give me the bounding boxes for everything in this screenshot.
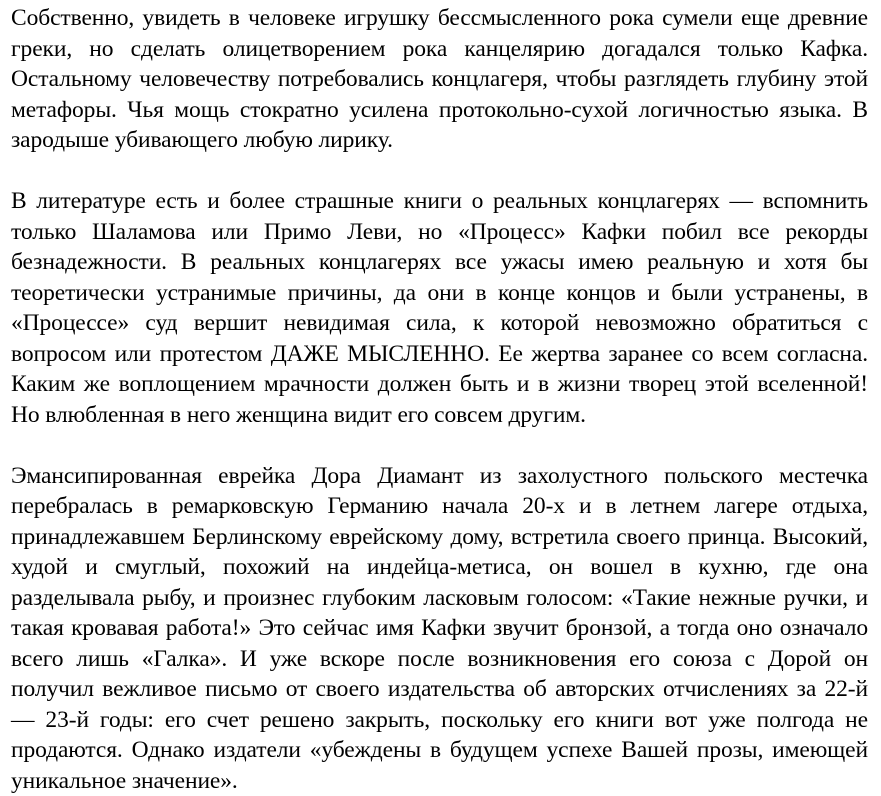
paragraph-spacer xyxy=(11,156,868,187)
paragraph-spacer xyxy=(11,430,868,461)
paragraph-3: Эмансипированная еврейка Дора Диамант из захолустного польского местечка перебралась в ремарковскую Германию начала 20-х и в летнем лагере отдыха, принадлежавшем Берлинскому еврейскому дому, встретила своего принца. Высокий, худой и смуглый, похожий на индейца-метиса, он вошел в кухню, где она разделывала рыбу, и произнес глубоким ласковым голосом: «Такие нежные ручки, и такая кровавая работа!» Это сейчас имя Кафки звучит бронзой, а тогда оно означало всего лишь «Галка». И уже вскоре после возникновения его союза с Дорой он получил вежливое письмо от своего издательства об авторских отчислениях за 22-й — 23-й годы: его счет решено закрыть, поскольку его книги вот уже полгода не продаются. Однако издатели «убеждены в будущем успехе Вашей прозы, имеющей уникальное значение». xyxy=(11,461,868,796)
paragraph-2: В литературе есть и более страшные книги о реальных концлагерях — вспомнить только Шаламова или Примо Леви, но «Процесс» Кафки побил все рекорды безнадежности. В реальных концлагерях все ужасы имею реальную и хотя бы теоретически устранимые причины, да они в конце концов и были устранены, в «Процессе» суд вершит невидимая сила, к которой невозможно обратиться с вопросом или протестом ДАЖЕ МЫСЛЕННО. Ее жертва заранее со всем согласна. Каким же воплощением мрачности должен быть и в жизни творец этой вселенной! Но влюбленная в него женщина видит его совсем другим. xyxy=(11,186,868,430)
paragraph-1: Собственно, увидеть в человеке игрушку бессмысленного рока сумели еще древние греки, но сделать олицетворением рока канцелярию догадался только Кафка. Остальному человечеству потребовались концлагеря, чтобы разглядеть глубину этой метафоры. Чья мощь стократно усилена протокольно-сухой логичностью языка. В зародыше убивающего любую лирику. xyxy=(11,3,868,156)
